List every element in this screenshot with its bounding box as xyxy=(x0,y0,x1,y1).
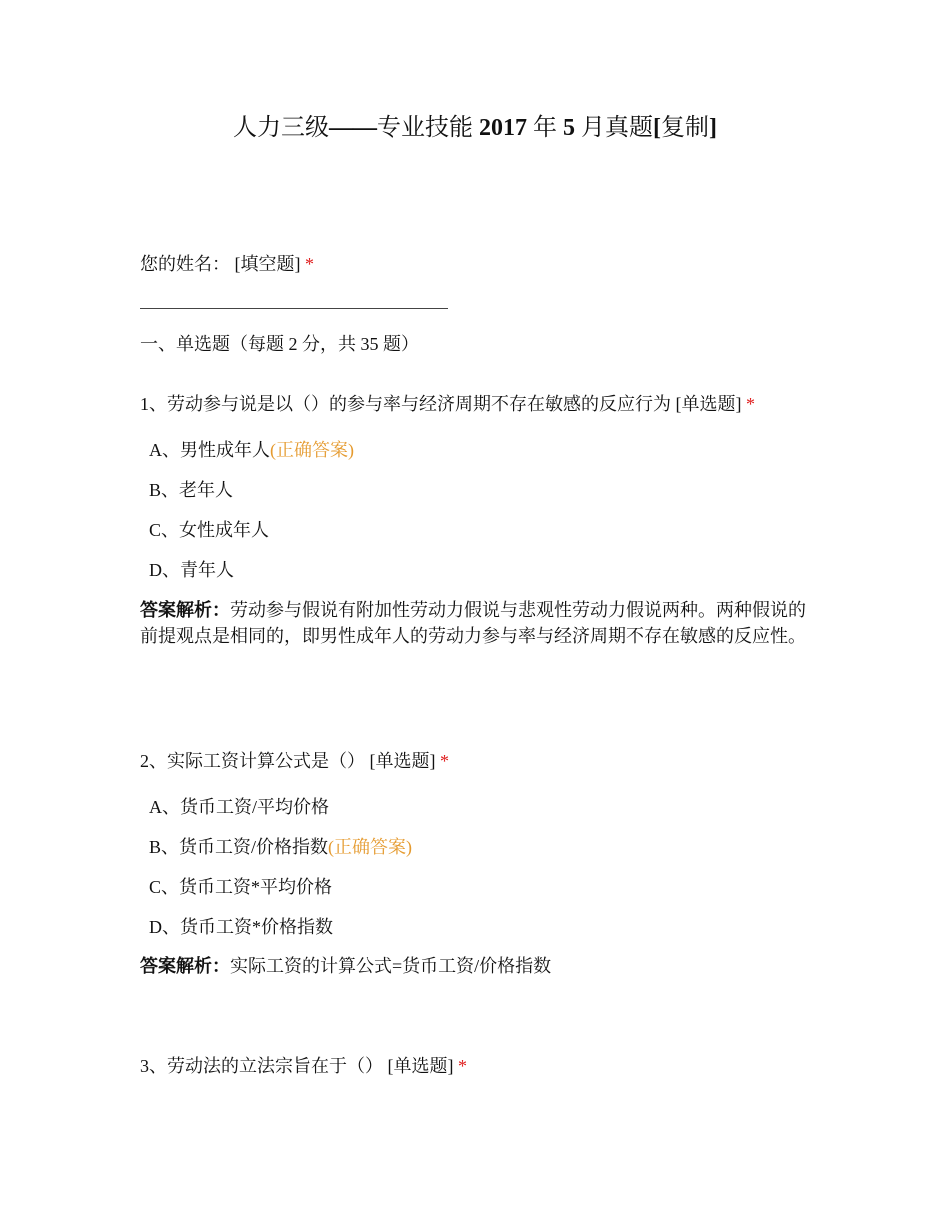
name-input-line[interactable] xyxy=(140,308,448,309)
question-2-option-b[interactable] xyxy=(149,834,412,860)
analysis-text: 实际工资的计算公式=货币工资/价格指数 xyxy=(230,956,552,976)
question-1-text: 1、劳动参与说是以（）的参与率与经济周期不存在敏感的反应行为 xyxy=(140,394,671,414)
title-part1: 人力三级 xyxy=(233,115,329,141)
title-bracket-open: [ xyxy=(653,115,661,141)
question-2 xyxy=(140,748,449,774)
correct-answer-tag: (正确答案) xyxy=(328,837,413,857)
title-year: 2017 xyxy=(479,115,527,141)
question-2-text: 2、实际工资计算公式是（） xyxy=(140,751,365,771)
analysis-label: 答案解析： xyxy=(140,600,230,620)
option-text: A、男性成年人 xyxy=(149,440,270,460)
question-3 xyxy=(140,1053,467,1079)
question-1-option-b[interactable] xyxy=(149,477,233,503)
question-2-analysis xyxy=(140,953,820,979)
option-text: C、货币工资*平均价格 xyxy=(149,877,333,897)
title-dash: —— xyxy=(329,115,377,141)
option-text: B、货币工资/价格指数 xyxy=(149,837,329,857)
required-mark: * xyxy=(440,751,449,771)
page-title xyxy=(0,112,950,144)
analysis-text: 劳动参与假说有附加性劳动力假说与悲观性劳动力假说两种。两种假说的前提观点是相同的，即男性成年人的劳动力参与率与经济周期不存在敏感的反应性。 xyxy=(140,600,806,646)
title-month-suffix: 月真题 xyxy=(581,115,653,141)
question-1-option-d[interactable] xyxy=(149,557,234,583)
question-2-option-d[interactable] xyxy=(149,914,333,940)
option-text: D、货币工资*价格指数 xyxy=(149,917,333,937)
question-2-type-tag: [单选题] xyxy=(369,751,436,771)
option-text: A、货币工资/平均价格 xyxy=(149,797,329,817)
question-2-option-c[interactable] xyxy=(149,874,332,900)
option-text: B、老年人 xyxy=(149,480,234,500)
name-type-tag: [填空题] xyxy=(234,254,301,274)
title-bracket-close: ] xyxy=(709,115,717,141)
option-text: C、女性成年人 xyxy=(149,520,270,540)
correct-answer-tag: (正确答案) xyxy=(270,440,354,460)
title-month: 5 xyxy=(563,115,575,141)
question-1 xyxy=(140,391,755,417)
question-1-type-tag: [单选题] xyxy=(675,394,742,414)
required-mark: * xyxy=(746,394,755,414)
question-3-type-tag: [单选题] xyxy=(387,1056,454,1076)
required-mark: * xyxy=(305,254,314,274)
question-2-option-a[interactable] xyxy=(149,794,329,820)
question-1-option-a[interactable] xyxy=(149,437,354,463)
analysis-label: 答案解析： xyxy=(140,956,230,976)
title-part2: 专业技能 xyxy=(377,115,473,141)
title-year-suffix: 年 xyxy=(533,115,557,141)
name-label: 您的姓名： xyxy=(140,254,230,274)
question-3-text: 3、劳动法的立法宗旨在于（） xyxy=(140,1056,383,1076)
question-1-option-c[interactable] xyxy=(149,517,269,543)
section-heading: 一、单选题（每题 2 分，共 35 题） xyxy=(140,334,419,354)
option-text: D、青年人 xyxy=(149,560,234,580)
name-question xyxy=(140,251,314,277)
required-mark: * xyxy=(458,1056,467,1076)
title-copy: 复制 xyxy=(661,115,709,141)
question-1-analysis xyxy=(140,597,820,649)
